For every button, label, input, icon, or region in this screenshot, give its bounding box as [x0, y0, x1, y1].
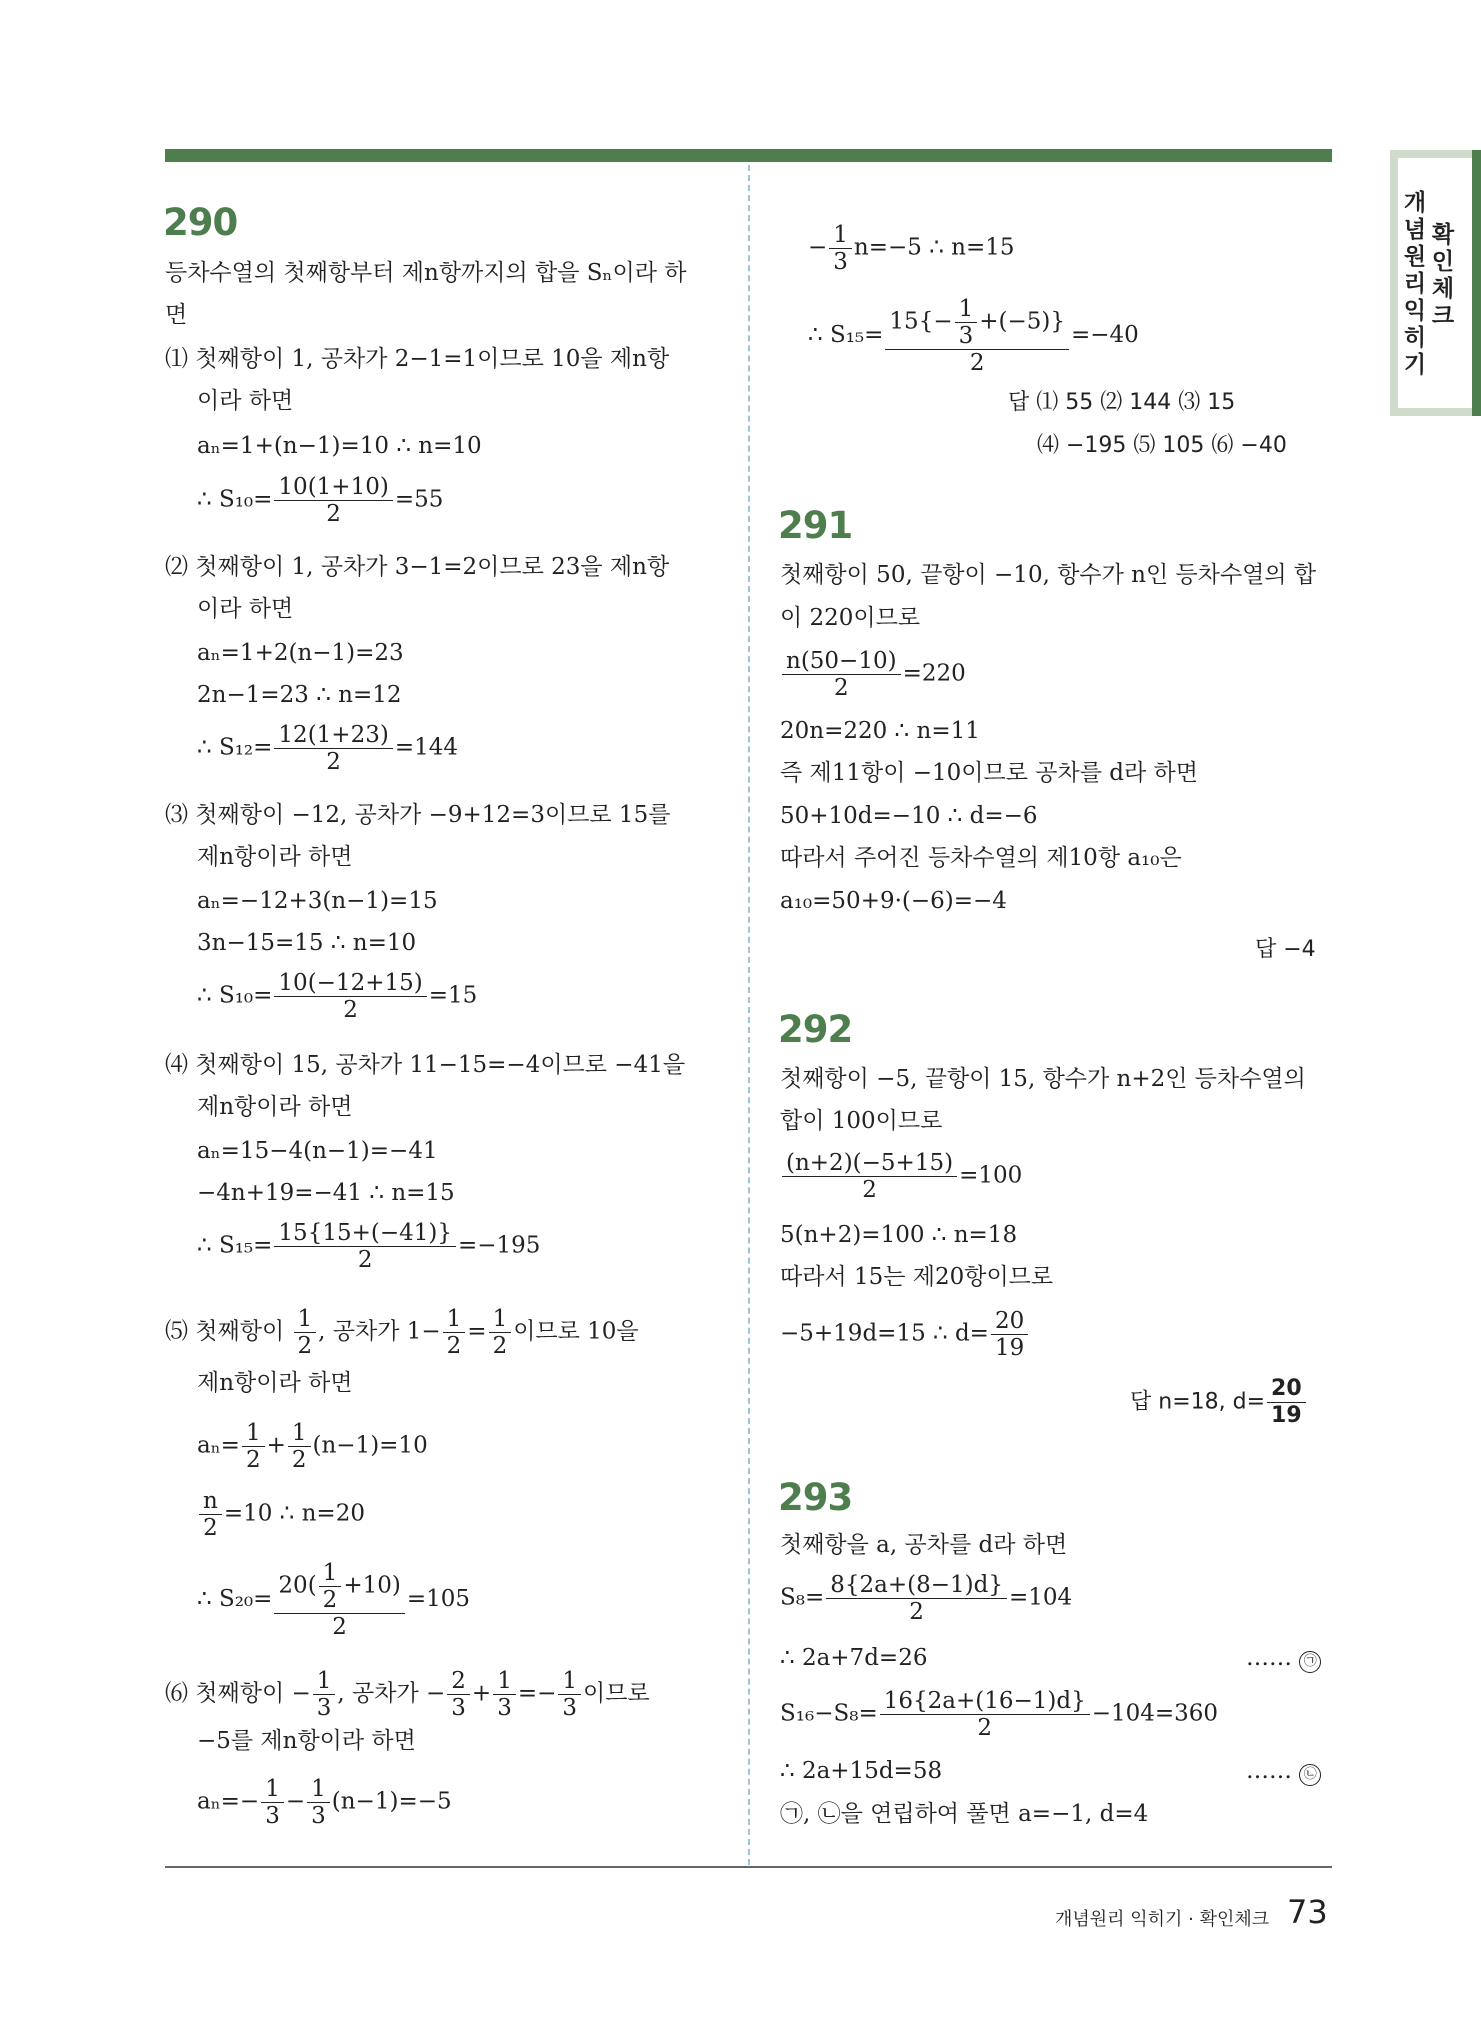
- p290-s5-eq1: aₙ= $\frac{1}{2}$ + $\frac{1}{2}$ (n−1)=10: [197, 1420, 428, 1473]
- p290-s4-eq1: aₙ=15−4(n−1)=−41: [197, 1138, 438, 1164]
- p290-intro: 등차수열의 첫째항부터 제n항까지의 합을 Sₙ이라 하: [165, 260, 687, 286]
- p290-s4-sum: ∴ S₁₅= $\frac{15\{15+(-41)\}}{2}$ =−195: [197, 1220, 541, 1273]
- p290-s3-head: ⑶ 첫째항이 −12, 공차가 −9+12=3이므로 15를: [165, 802, 671, 828]
- p292-eq-1: 5(n+2)=100 ∴ n=18: [780, 1222, 1018, 1248]
- p290-s3-sum: ∴ S₁₀= $\frac{10(-12+15)}{2}$ =15: [197, 970, 478, 1023]
- p291-eq-2: 즉 제11항이 −10이므로 공차를 d라 하면: [780, 760, 1198, 786]
- p291-eq-frac: $\frac{n(50-10)}{2}$ =220: [780, 648, 966, 701]
- p293-eq-s8: S₈= $\frac{8\{2a+(8-1)d\}}{2}$ =104: [780, 1572, 1073, 1625]
- column-divider: [748, 165, 750, 1865]
- p290-s2-cont: 이라 하면: [197, 596, 294, 622]
- p293-mark-2: …… ㉡: [1246, 1756, 1321, 1786]
- p290-s2-eq1: aₙ=1+2(n−1)=23: [197, 640, 404, 666]
- problem-number-290: 290: [163, 201, 238, 244]
- p291-eq-5: a₁₀=50+9·(−6)=−4: [780, 888, 1007, 914]
- p290-s2-head: ⑵ 첫째항이 1, 공차가 3−1=2이므로 23을 제n항: [165, 554, 670, 580]
- p292-eq-3: −5+19d=15 ∴ d= $\frac{20}{19}$: [780, 1308, 1030, 1361]
- p291-eq-3: 50+10d=−10 ∴ d=−6: [780, 803, 1038, 829]
- side-tab-label-2: 확인체크: [1431, 222, 1455, 329]
- p290-s4-head: ⑷ 첫째항이 15, 공차가 11−15=−4이므로 −41을: [165, 1052, 686, 1078]
- p290-s5-eq2: $\frac{n}{2}$ =10 ∴ n=20: [197, 1488, 365, 1541]
- page-number: 73: [1287, 1893, 1328, 1931]
- p293-eq-2: ∴ 2a+15d=58: [780, 1758, 943, 1784]
- p290-intro-2: 면: [165, 302, 188, 328]
- p293-eq-1: ∴ 2a+7d=26: [780, 1645, 928, 1671]
- bottom-rule: [165, 1866, 1332, 1868]
- p290-s2-sum: ∴ S₁₂= $\frac{12(1+23)}{2}$ =144: [197, 722, 458, 775]
- p291-answer: 답 −4: [1255, 937, 1316, 962]
- p290-s5-sum: ∴ S₂₀= 20( $\frac{1}{2}$ +10) 2 =105: [197, 1560, 470, 1640]
- p293-eq-3: ㉠, ㉡을 연립하여 풀면 a=−1, d=4: [780, 1801, 1149, 1827]
- p290-s1-head: ⑴ 첫째항이 1, 공차가 2−1=1이므로 10을 제n항: [165, 346, 670, 372]
- p293-mark-1: …… ㉠: [1246, 1643, 1321, 1673]
- p292-text-2: 합이 100이므로: [780, 1108, 943, 1134]
- p292-text-1: 첫째항이 −5, 끝항이 15, 항수가 n+2인 등차수열의: [780, 1066, 1306, 1092]
- p291-eq-1: 20n=220 ∴ n=11: [780, 718, 980, 744]
- p290-answer-line-2: ⑷ −195 ⑸ 105 ⑹ −40: [1037, 433, 1287, 458]
- p290-s3-eq2: 3n−15=15 ∴ n=10: [197, 930, 417, 956]
- p290-s6-eq1: aₙ=− $\frac{1}{3}$ − $\frac{1}{3}$ (n−1)=−5: [197, 1776, 452, 1829]
- p290-s4-cont: 제n항이라 하면: [197, 1094, 353, 1120]
- p290-s5-cont: 제n항이라 하면: [197, 1370, 353, 1396]
- p292-answer: 답 n=18, d= $\frac{20}{19}$: [1130, 1376, 1308, 1429]
- p291-eq-4: 따라서 주어진 등차수열의 제10항 a₁₀은: [780, 845, 1182, 871]
- footer-label: 개념원리 익히기 · 확인체크: [1055, 1909, 1270, 1930]
- p290-s6-sum: ∴ S₁₅= 15{− $\frac{1}{3}$ +(−5)} 2 =−40: [808, 296, 1139, 376]
- p290-s1-cont: 이라 하면: [197, 388, 294, 414]
- p290-answer-line-1: 답 ⑴ 55 ⑵ 144 ⑶ 15: [1008, 390, 1236, 415]
- p291-text-2: 이 220이므로: [780, 605, 921, 631]
- p290-s2-eq2: 2n−1=23 ∴ n=12: [197, 682, 402, 708]
- p290-s6-eq2: − $\frac{1}{3}$ n=−5 ∴ n=15: [808, 222, 1015, 275]
- p290-s1-sum: ∴ S₁₀= $\frac{10(1+10)}{2}$ =55: [197, 474, 444, 527]
- p293-text-1: 첫째항을 a, 공차를 d라 하면: [780, 1532, 1068, 1558]
- side-tab: [1390, 150, 1481, 416]
- side-tab-label-1: 개념원리 익히기: [1403, 190, 1427, 378]
- p291-text-1: 첫째항이 50, 끝항이 −10, 항수가 n인 등차수열의 합: [780, 562, 1317, 588]
- p290-s6-cont: −5를 제n항이라 하면: [197, 1728, 416, 1754]
- p290-s3-eq1: aₙ=−12+3(n−1)=15: [197, 888, 438, 914]
- problem-number-291: 291: [778, 504, 853, 547]
- problem-number-292: 292: [778, 1008, 853, 1051]
- p292-eq-2: 따라서 15는 제20항이므로: [780, 1264, 1054, 1290]
- problem-number-293: 293: [778, 1476, 853, 1519]
- p290-s3-cont: 제n항이라 하면: [197, 844, 353, 870]
- top-green-bar: [165, 149, 1332, 162]
- p290-s4-eq2: −4n+19=−41 ∴ n=15: [197, 1180, 455, 1206]
- p290-s6-head: ⑹ 첫째항이 − $\frac{1}{3}$ , 공차가 − $\frac{2}{3}$ + $\frac{1}{3}$ =− $\frac{1}{3}$ 이므로: [165, 1668, 650, 1721]
- p290-s5-head: ⑸ 첫째항이 $\frac{1}{2}$ , 공차가 1− $\frac{1}{2}$ = $\frac{1}{2}$ 이므로 10을: [165, 1306, 639, 1359]
- p293-eq-s16: S₁₆−S₈= $\frac{16\{2a+(16-1)d\}}{2}$ −104=360: [780, 1688, 1219, 1741]
- p292-eq-frac: $\frac{(n+2)(-5+15)}{2}$ =100: [780, 1150, 1022, 1203]
- p290-s1-eq: aₙ=1+(n−1)=10 ∴ n=10: [197, 433, 482, 459]
